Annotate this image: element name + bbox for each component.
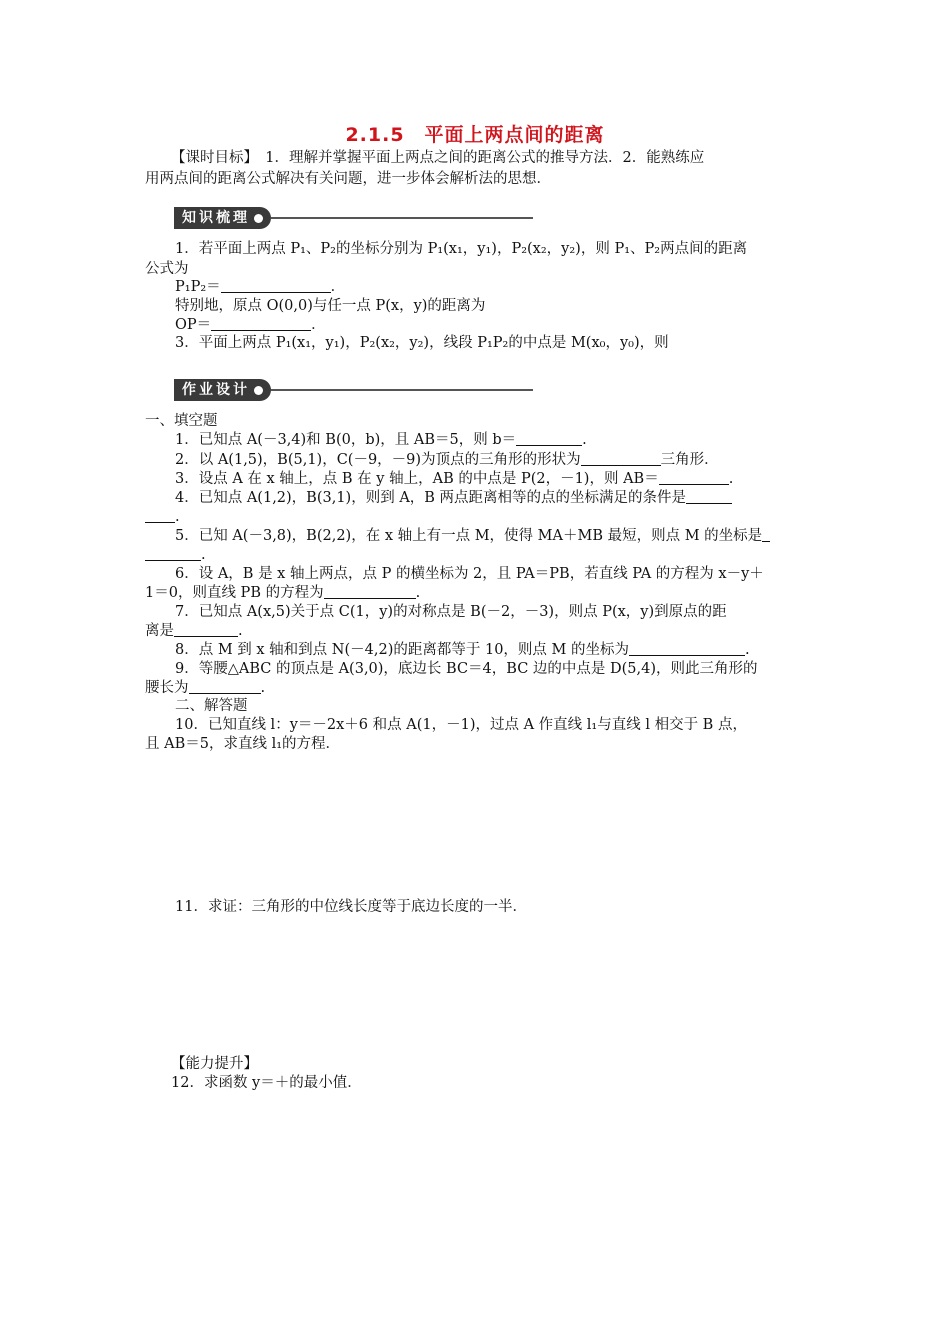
answer-blank bbox=[174, 622, 238, 637]
objectives bbox=[145, 148, 807, 169]
objectives-text-1: 1．理解并掌握平面上两点之间的距离公式的推导方法．2．能熟练应 bbox=[250, 150, 705, 166]
question-5-cont bbox=[145, 545, 807, 566]
question-text: 8．点 M 到 x 轴和到点 N(－4,2)的距离都等于 10，则点 M 的坐标为 bbox=[175, 642, 629, 658]
period: . bbox=[744, 642, 750, 658]
knowledge-2a: 特别地，原点 O(0,0)与任一点 P(x，y)的距离为 bbox=[175, 298, 486, 314]
answer-blank bbox=[581, 451, 661, 466]
question-8 bbox=[145, 640, 837, 661]
question-5 bbox=[145, 526, 837, 547]
question-6a: 6．设 A，B 是 x 轴上两点，点 P 的横坐标为 2，且 PA＝PB，若直线 PA 的方程为 x－y＋ bbox=[175, 566, 764, 582]
section-label-homework: 作业设计 bbox=[182, 382, 250, 398]
period: ． bbox=[311, 317, 326, 333]
question-4 bbox=[145, 488, 837, 509]
question-text: 2．以 A(1,5)，B(5,1)，C(－9，－9)为顶点的三角形的形状为 bbox=[175, 452, 581, 468]
knowledge-1b: 公式为 bbox=[145, 261, 189, 277]
question-2 bbox=[145, 450, 837, 471]
question-text: 1＝0，则直线 PB 的方程为 bbox=[145, 585, 324, 601]
question-10a: 10．已知直线 l：y＝－2x＋6 和点 A(1，－1)，过点 A 作直线 l₁与直线 l 相交于 B 点， bbox=[175, 717, 747, 733]
section-bar-homework bbox=[174, 379, 533, 401]
section-bar-knowledge bbox=[174, 207, 533, 229]
answer-heading: 二、解答题 bbox=[175, 698, 248, 714]
period: . bbox=[238, 623, 243, 639]
section-label-knowledge: 知识梳理 bbox=[182, 210, 250, 226]
question-text: 12．求函数 y＝＋的最小值． bbox=[171, 1075, 362, 1091]
period: . bbox=[175, 509, 180, 525]
question-12 bbox=[145, 1073, 807, 1094]
question-7b bbox=[145, 621, 807, 642]
ability-label: 【能力提升】 bbox=[171, 1056, 258, 1072]
knowledge-1c bbox=[145, 277, 837, 298]
question-text: 5．已知 A(－3,8)，B(2,2)，在 x 轴上有一点 M，使得 MA＋MB 最短，则点 M 的坐标是 bbox=[175, 528, 763, 544]
objectives-label: 【课时目标】 bbox=[171, 150, 251, 166]
fill-heading: 一、填空题 bbox=[145, 413, 218, 429]
answer-blank bbox=[659, 470, 729, 485]
answer-blank bbox=[686, 489, 732, 504]
question-10b: 且 AB＝5，求直线 l₁的方程． bbox=[145, 736, 341, 752]
question-text: 3．设点 A 在 x 轴上，点 B 在 y 轴上，AB 的中点是 P(2，－1)，则 AB＝ bbox=[175, 471, 659, 487]
question-3 bbox=[145, 469, 837, 490]
question-text: 4．已知点 A(1,2)，B(3,1)，则到 A，B 两点距离相等的点的坐标满足的条件是 bbox=[175, 490, 687, 506]
answer-blank bbox=[629, 641, 745, 656]
question-text: 1．已知点 A(－3,4)和 B(0，b)，且 AB＝5，则 b＝ bbox=[175, 432, 517, 448]
period: . bbox=[260, 680, 266, 696]
period: ． bbox=[330, 279, 346, 295]
knowledge-1a: 1．若平面上两点 P₁、P₂的坐标分别为 P₁(x₁，y₁)，P₂(x₂，y₂)，则 P₁、P₂两点间的距离 bbox=[175, 241, 748, 257]
period: . bbox=[728, 471, 734, 487]
answer-blank bbox=[516, 431, 582, 446]
ability-heading bbox=[145, 1054, 807, 1075]
page-title: 2.1.5 平面上两点间的距离 bbox=[345, 124, 605, 146]
question-11: 11．求证：三角形的中位线长度等于底边长度的一半． bbox=[175, 899, 527, 915]
answer-blank bbox=[211, 316, 311, 331]
period: . bbox=[415, 585, 421, 601]
question-6b bbox=[145, 583, 807, 604]
question-text: 腰长为 bbox=[145, 680, 189, 696]
period: . bbox=[582, 432, 587, 448]
answer-blank bbox=[145, 546, 201, 561]
period: . bbox=[201, 547, 206, 563]
formula-op: OP＝ bbox=[175, 317, 212, 333]
question-9a: 9．等腰△ABC 的顶点是 A(3,0)，底边长 BC＝4，BC 边的中点是 D(5,4)，则此三角形的 bbox=[175, 661, 758, 677]
question-7a: 7．已知点 A(x,5)关于点 C(1，y)的对称点是 B(－2，－3)，则点 P(x，y)到原点的距 bbox=[175, 604, 727, 620]
bullet-dot-icon bbox=[254, 214, 263, 223]
answer-blank bbox=[189, 679, 261, 694]
section-rule bbox=[271, 389, 533, 391]
section-tag bbox=[174, 207, 271, 229]
answer-blank bbox=[762, 527, 770, 542]
formula-p1p2: P₁P₂＝ bbox=[175, 279, 221, 295]
question-4-cont bbox=[145, 507, 807, 528]
answer-blank bbox=[324, 584, 416, 599]
answer-blank bbox=[221, 278, 331, 293]
question-1 bbox=[145, 430, 837, 451]
section-tag bbox=[174, 379, 271, 401]
knowledge-3: 3．平面上两点 P₁(x₁，y₁)，P₂(x₂，y₂)，线段 P₁P₂的中点是 M(x₀，y₀)，则 bbox=[175, 335, 669, 351]
objectives-text-2: 用两点间的距离公式解决有关问题，进一步体会解析法的思想． bbox=[145, 171, 551, 187]
question-text-tail: 三角形． bbox=[660, 452, 719, 468]
bullet-dot-icon bbox=[254, 386, 263, 395]
section-rule bbox=[271, 217, 533, 219]
answer-blank bbox=[145, 508, 175, 523]
question-text: 离是 bbox=[145, 623, 174, 639]
